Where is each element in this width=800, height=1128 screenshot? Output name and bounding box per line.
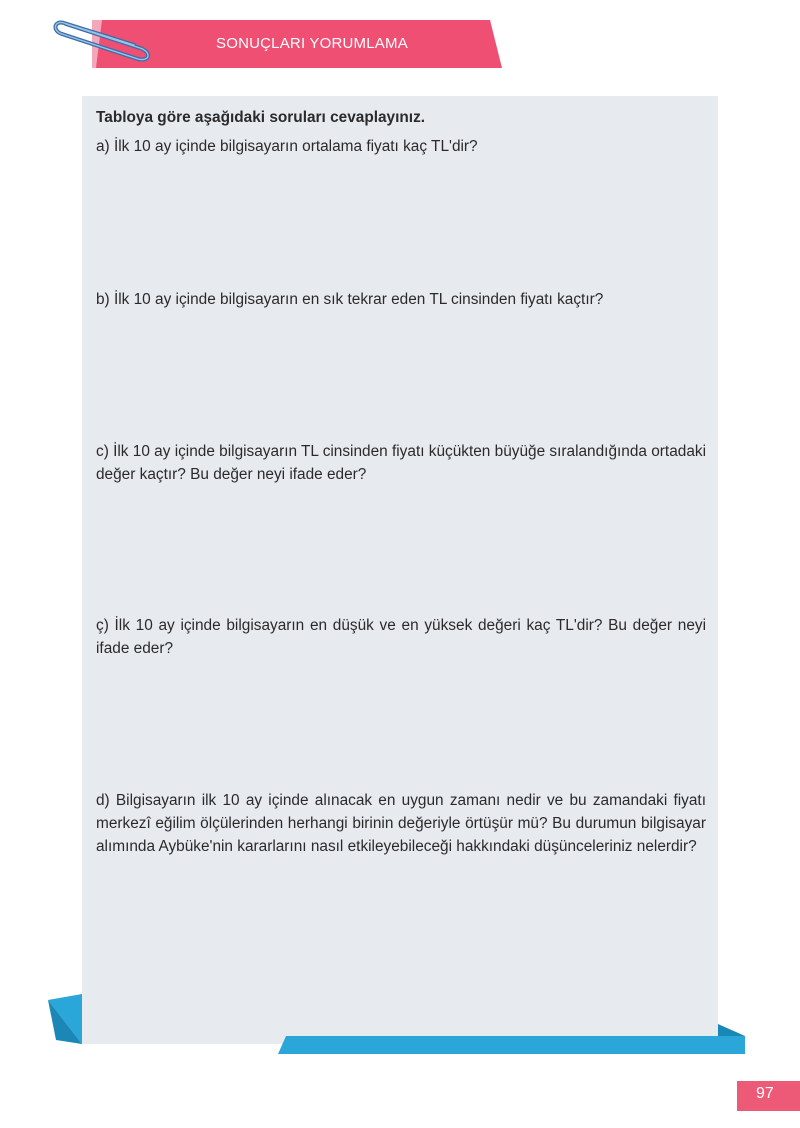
- question-c: c) İlk 10 ay içinde bilgisayarın TL cinsinden fiyatı küçükten büyüğe sıralandığında ortadaki değer kaçtır? Bu değer neyi ifade eder?: [96, 443, 706, 483]
- question-a: a) İlk 10 ay içinde bilgisayarın ortalama fiyatı kaç TL'dir?: [96, 138, 478, 155]
- question-d: d) Bilgisayarın ilk 10 ay içinde alınacak en uygun zamanı nedir ve bu zamandaki fiyatı merkezî eğilim ölçülerinden herhangi birinin değeriyle örtüşür mü? Bu durumun bilgisayar alımında Aybüke'nin kararlarını nasıl etkileyebileceği hakkındaki düşünceleriniz nelerdir?: [96, 792, 706, 855]
- section-title: SONUÇLARI YORUMLAMA: [216, 35, 408, 52]
- instructions-heading: Tabloya göre aşağıdaki soruları cevaplayınız.: [96, 109, 426, 126]
- question-b: b) İlk 10 ay içinde bilgisayarın en sık tekrar eden TL cinsinden fiyatı kaçtır?: [96, 291, 604, 308]
- page-number: 97: [756, 1085, 774, 1102]
- question-c-cedilla: ç) İlk 10 ay içinde bilgisayarın en düşük ve en yüksek değeri kaç TL'dir? Bu değer neyi ifade eder?: [96, 617, 706, 657]
